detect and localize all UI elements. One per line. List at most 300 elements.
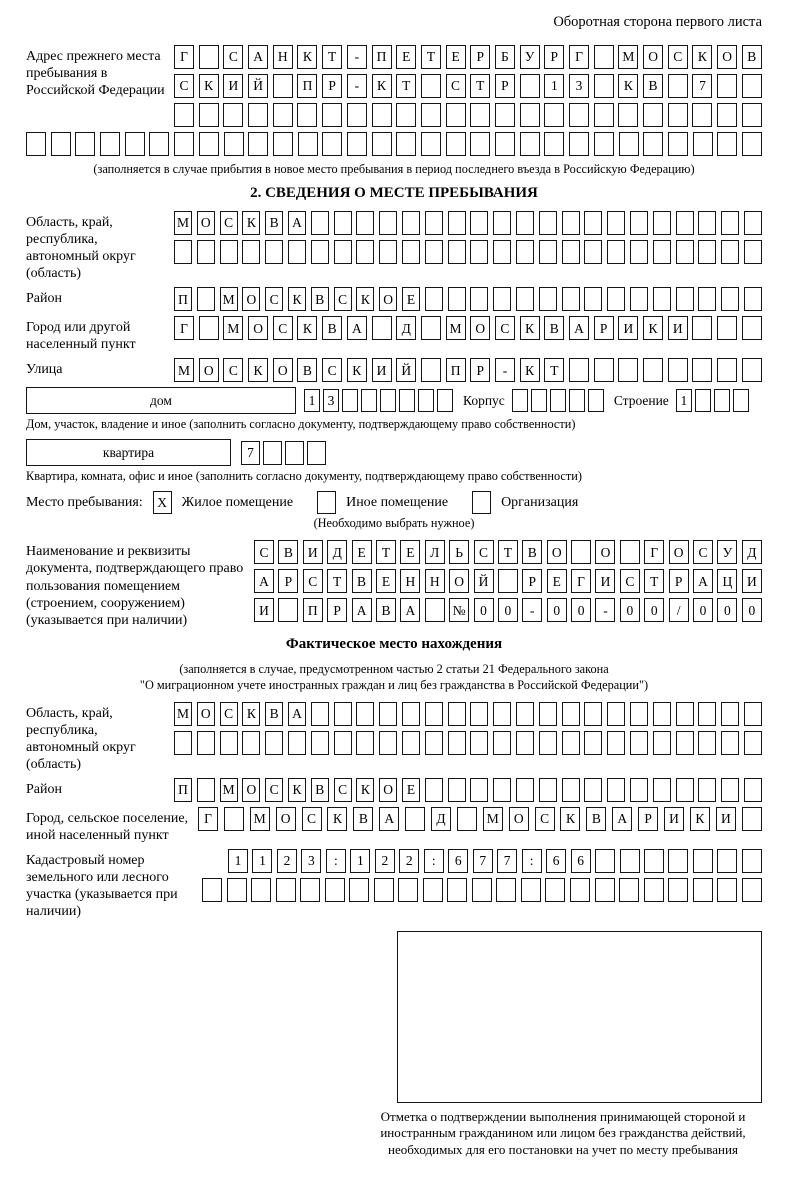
char-cell[interactable]: [402, 731, 420, 755]
char-cell[interactable]: [520, 74, 540, 98]
char-cell[interactable]: [698, 240, 716, 264]
char-cell[interactable]: [220, 240, 238, 264]
char-cell[interactable]: А: [288, 211, 306, 235]
char-cell[interactable]: [562, 778, 580, 802]
char-cell[interactable]: [692, 316, 712, 340]
char-cell[interactable]: [347, 132, 367, 156]
char-cell[interactable]: В: [297, 358, 317, 382]
char-cell[interactable]: [421, 74, 441, 98]
char-cell[interactable]: [398, 878, 418, 902]
char-cell[interactable]: С: [303, 569, 323, 593]
char-cell[interactable]: [100, 132, 120, 156]
char-cell[interactable]: [594, 132, 614, 156]
char-cell[interactable]: Р: [594, 316, 614, 340]
char-cell[interactable]: Г: [174, 316, 194, 340]
char-cell[interactable]: Б: [495, 45, 515, 69]
char-cell[interactable]: [448, 211, 466, 235]
char-cell[interactable]: Р: [669, 569, 689, 593]
char-cell[interactable]: [698, 211, 716, 235]
char-cell[interactable]: [446, 132, 466, 156]
char-cell[interactable]: [742, 132, 762, 156]
char-cell[interactable]: [569, 358, 589, 382]
char-cell[interactable]: [334, 240, 352, 264]
char-cell[interactable]: [618, 358, 638, 382]
char-cell[interactable]: [493, 240, 511, 264]
char-cell[interactable]: К: [618, 74, 638, 98]
char-cell[interactable]: -: [347, 45, 367, 69]
char-cell[interactable]: [498, 569, 518, 593]
char-cell[interactable]: С: [220, 702, 238, 726]
char-cell[interactable]: 1: [228, 849, 248, 873]
char-cell[interactable]: К: [643, 316, 663, 340]
char-cell[interactable]: [744, 731, 762, 755]
char-cell[interactable]: [562, 240, 580, 264]
char-cell[interactable]: [447, 878, 467, 902]
char-cell[interactable]: Т: [421, 45, 441, 69]
char-cell[interactable]: Г: [644, 540, 664, 564]
char-cell[interactable]: А: [379, 807, 399, 831]
char-cell[interactable]: [372, 103, 392, 127]
char-cell[interactable]: [311, 211, 329, 235]
char-cell[interactable]: О: [547, 540, 567, 564]
char-cell[interactable]: [744, 778, 762, 802]
char-cell[interactable]: 0: [693, 598, 713, 622]
char-cell[interactable]: 7: [692, 74, 712, 98]
char-cell[interactable]: С: [495, 316, 515, 340]
char-cell[interactable]: [584, 702, 602, 726]
char-cell[interactable]: [520, 103, 540, 127]
char-cell[interactable]: И: [664, 807, 684, 831]
char-cell[interactable]: Д: [327, 540, 347, 564]
char-cell[interactable]: С: [223, 358, 243, 382]
char-cell[interactable]: Е: [402, 778, 420, 802]
char-cell[interactable]: Й: [396, 358, 416, 382]
char-cell[interactable]: [425, 287, 443, 311]
char-cell[interactable]: 2: [399, 849, 419, 873]
char-cell[interactable]: [199, 45, 219, 69]
char-cell[interactable]: [676, 778, 694, 802]
char-cell[interactable]: [288, 240, 306, 264]
char-cell[interactable]: :: [424, 849, 444, 873]
char-cell[interactable]: С: [668, 45, 688, 69]
char-cell[interactable]: [545, 878, 565, 902]
char-cell[interactable]: О: [197, 211, 215, 235]
char-cell[interactable]: [342, 389, 358, 412]
char-cell[interactable]: [630, 778, 648, 802]
char-cell[interactable]: К: [288, 287, 306, 311]
char-cell[interactable]: [470, 287, 488, 311]
char-cell[interactable]: Р: [495, 74, 515, 98]
char-cell[interactable]: [493, 211, 511, 235]
char-cell[interactable]: С: [265, 287, 283, 311]
char-cell[interactable]: Р: [470, 358, 490, 382]
char-cell[interactable]: [721, 287, 739, 311]
char-cell[interactable]: П: [297, 74, 317, 98]
char-cell[interactable]: [584, 287, 602, 311]
char-cell[interactable]: М: [220, 287, 238, 311]
char-cell[interactable]: С: [334, 287, 352, 311]
char-cell[interactable]: [227, 878, 247, 902]
char-cell[interactable]: М: [446, 316, 466, 340]
checkbox-residential[interactable]: X: [153, 491, 172, 514]
char-cell[interactable]: [693, 849, 713, 873]
char-cell[interactable]: [448, 702, 466, 726]
char-cell[interactable]: [421, 358, 441, 382]
char-cell[interactable]: [584, 731, 602, 755]
char-cell[interactable]: 6: [571, 849, 591, 873]
char-cell[interactable]: [199, 103, 219, 127]
char-cell[interactable]: С: [174, 74, 194, 98]
char-cell[interactable]: [322, 132, 342, 156]
char-cell[interactable]: С: [223, 45, 243, 69]
char-cell[interactable]: [516, 240, 534, 264]
char-cell[interactable]: [402, 211, 420, 235]
char-cell[interactable]: [311, 702, 329, 726]
char-cell[interactable]: 7: [473, 849, 493, 873]
char-cell[interactable]: [721, 731, 739, 755]
char-cell[interactable]: [516, 287, 534, 311]
char-cell[interactable]: И: [223, 74, 243, 98]
char-cell[interactable]: 2: [277, 849, 297, 873]
char-cell[interactable]: М: [174, 211, 192, 235]
char-cell[interactable]: О: [449, 569, 469, 593]
char-cell[interactable]: [372, 132, 392, 156]
char-cell[interactable]: [744, 240, 762, 264]
char-cell[interactable]: А: [248, 45, 268, 69]
char-cell[interactable]: Е: [446, 45, 466, 69]
char-cell[interactable]: 0: [742, 598, 762, 622]
char-cell[interactable]: [742, 74, 762, 98]
char-cell[interactable]: [692, 103, 712, 127]
char-cell[interactable]: [470, 702, 488, 726]
char-cell[interactable]: [174, 103, 194, 127]
char-cell[interactable]: О: [509, 807, 529, 831]
char-cell[interactable]: 2: [375, 849, 395, 873]
char-cell[interactable]: [607, 287, 625, 311]
char-cell[interactable]: Д: [431, 807, 451, 831]
char-cell[interactable]: [224, 807, 244, 831]
char-cell[interactable]: [668, 103, 688, 127]
char-cell[interactable]: 0: [547, 598, 567, 622]
char-cell[interactable]: [425, 731, 443, 755]
char-cell[interactable]: К: [520, 358, 540, 382]
char-cell[interactable]: И: [618, 316, 638, 340]
char-cell[interactable]: Н: [425, 569, 445, 593]
char-cell[interactable]: [676, 731, 694, 755]
char-cell[interactable]: [334, 702, 352, 726]
char-cell[interactable]: [448, 287, 466, 311]
char-cell[interactable]: [618, 103, 638, 127]
char-cell[interactable]: [347, 103, 367, 127]
char-cell[interactable]: [334, 731, 352, 755]
char-cell[interactable]: О: [643, 45, 663, 69]
char-cell[interactable]: Р: [327, 598, 347, 622]
char-cell[interactable]: [676, 240, 694, 264]
char-cell[interactable]: В: [322, 316, 342, 340]
char-cell[interactable]: П: [174, 287, 192, 311]
char-cell[interactable]: [446, 103, 466, 127]
char-cell[interactable]: [668, 849, 688, 873]
char-cell[interactable]: [539, 211, 557, 235]
char-cell[interactable]: [717, 849, 737, 873]
char-cell[interactable]: [584, 211, 602, 235]
char-cell[interactable]: [421, 316, 441, 340]
char-cell[interactable]: [470, 103, 490, 127]
char-cell[interactable]: Е: [547, 569, 567, 593]
char-cell[interactable]: О: [242, 778, 260, 802]
char-cell[interactable]: [361, 389, 377, 412]
char-cell[interactable]: [594, 74, 614, 98]
char-cell[interactable]: [199, 316, 219, 340]
char-cell[interactable]: [717, 316, 737, 340]
char-cell[interactable]: [174, 240, 192, 264]
char-cell[interactable]: [742, 878, 762, 902]
char-cell[interactable]: [550, 389, 566, 412]
char-cell[interactable]: Г: [174, 45, 194, 69]
char-cell[interactable]: [630, 211, 648, 235]
char-cell[interactable]: В: [311, 778, 329, 802]
char-cell[interactable]: [265, 731, 283, 755]
char-cell[interactable]: М: [223, 316, 243, 340]
char-cell[interactable]: [742, 103, 762, 127]
char-cell[interactable]: [607, 211, 625, 235]
char-cell[interactable]: [300, 878, 320, 902]
char-cell[interactable]: [620, 849, 640, 873]
char-cell[interactable]: [372, 316, 392, 340]
char-cell[interactable]: И: [254, 598, 274, 622]
char-cell[interactable]: П: [174, 778, 192, 802]
char-cell[interactable]: [493, 778, 511, 802]
char-cell[interactable]: [721, 211, 739, 235]
char-cell[interactable]: [493, 731, 511, 755]
char-cell[interactable]: [311, 731, 329, 755]
char-cell[interactable]: [721, 778, 739, 802]
char-cell[interactable]: [742, 358, 762, 382]
char-cell[interactable]: 0: [474, 598, 494, 622]
char-cell[interactable]: К: [690, 807, 710, 831]
char-cell[interactable]: [448, 731, 466, 755]
char-cell[interactable]: [334, 211, 352, 235]
char-cell[interactable]: А: [693, 569, 713, 593]
char-cell[interactable]: Р: [638, 807, 658, 831]
char-cell[interactable]: О: [248, 316, 268, 340]
char-cell[interactable]: О: [273, 358, 293, 382]
char-cell[interactable]: [539, 731, 557, 755]
char-cell[interactable]: Р: [322, 74, 342, 98]
char-cell[interactable]: М: [483, 807, 503, 831]
char-cell[interactable]: [325, 878, 345, 902]
char-cell[interactable]: К: [356, 778, 374, 802]
char-cell[interactable]: В: [311, 287, 329, 311]
char-cell[interactable]: [595, 849, 615, 873]
char-cell[interactable]: [520, 132, 540, 156]
char-cell[interactable]: [521, 878, 541, 902]
char-cell[interactable]: [197, 240, 215, 264]
char-cell[interactable]: С: [302, 807, 322, 831]
char-cell[interactable]: М: [220, 778, 238, 802]
char-cell[interactable]: [374, 878, 394, 902]
char-cell[interactable]: [531, 389, 547, 412]
char-cell[interactable]: С: [620, 569, 640, 593]
char-cell[interactable]: [265, 240, 283, 264]
char-cell[interactable]: [273, 103, 293, 127]
char-cell[interactable]: Т: [470, 74, 490, 98]
char-cell[interactable]: У: [717, 540, 737, 564]
char-cell[interactable]: [202, 878, 222, 902]
char-cell[interactable]: И: [716, 807, 736, 831]
char-cell[interactable]: В: [265, 702, 283, 726]
char-cell[interactable]: /: [669, 598, 689, 622]
char-cell[interactable]: [744, 211, 762, 235]
char-cell[interactable]: [539, 778, 557, 802]
char-cell[interactable]: В: [643, 74, 663, 98]
char-cell[interactable]: 6: [546, 849, 566, 873]
char-cell[interactable]: [619, 878, 639, 902]
char-cell[interactable]: [405, 807, 425, 831]
char-cell[interactable]: [512, 389, 528, 412]
char-cell[interactable]: [620, 540, 640, 564]
char-cell[interactable]: [668, 132, 688, 156]
char-cell[interactable]: О: [470, 316, 490, 340]
char-cell[interactable]: [197, 731, 215, 755]
char-cell[interactable]: [149, 132, 169, 156]
char-cell[interactable]: В: [522, 540, 542, 564]
char-cell[interactable]: [643, 103, 663, 127]
char-cell[interactable]: В: [586, 807, 606, 831]
char-cell[interactable]: [569, 132, 589, 156]
char-cell[interactable]: М: [250, 807, 270, 831]
char-cell[interactable]: 3: [569, 74, 589, 98]
char-cell[interactable]: 1: [252, 849, 272, 873]
char-cell[interactable]: [421, 132, 441, 156]
char-cell[interactable]: [717, 878, 737, 902]
char-cell[interactable]: [742, 849, 762, 873]
char-cell[interactable]: П: [303, 598, 323, 622]
char-cell[interactable]: В: [376, 598, 396, 622]
char-cell[interactable]: [288, 731, 306, 755]
char-cell[interactable]: Н: [400, 569, 420, 593]
char-cell[interactable]: Т: [544, 358, 564, 382]
char-cell[interactable]: [470, 211, 488, 235]
char-cell[interactable]: [495, 132, 515, 156]
char-cell[interactable]: О: [199, 358, 219, 382]
char-cell[interactable]: [251, 878, 271, 902]
char-cell[interactable]: [668, 74, 688, 98]
char-cell[interactable]: А: [400, 598, 420, 622]
char-cell[interactable]: [197, 778, 215, 802]
char-cell[interactable]: К: [372, 74, 392, 98]
char-cell[interactable]: А: [254, 569, 274, 593]
char-cell[interactable]: [174, 132, 194, 156]
char-cell[interactable]: [448, 240, 466, 264]
char-cell[interactable]: М: [618, 45, 638, 69]
char-cell[interactable]: [539, 287, 557, 311]
char-cell[interactable]: [539, 702, 557, 726]
char-cell[interactable]: Р: [544, 45, 564, 69]
char-cell[interactable]: [619, 132, 639, 156]
char-cell[interactable]: В: [544, 316, 564, 340]
char-cell[interactable]: [653, 211, 671, 235]
char-cell[interactable]: У: [520, 45, 540, 69]
char-cell[interactable]: [539, 240, 557, 264]
char-cell[interactable]: К: [692, 45, 712, 69]
char-cell[interactable]: Е: [402, 287, 420, 311]
char-cell[interactable]: [356, 731, 374, 755]
char-cell[interactable]: [224, 132, 244, 156]
char-cell[interactable]: [307, 441, 326, 465]
char-cell[interactable]: [379, 702, 397, 726]
char-cell[interactable]: [278, 598, 298, 622]
char-cell[interactable]: [698, 287, 716, 311]
char-cell[interactable]: [418, 389, 434, 412]
char-cell[interactable]: В: [265, 211, 283, 235]
char-cell[interactable]: [693, 132, 713, 156]
char-cell[interactable]: [495, 103, 515, 127]
char-cell[interactable]: [425, 240, 443, 264]
char-cell[interactable]: [653, 778, 671, 802]
char-cell[interactable]: [516, 731, 534, 755]
char-cell[interactable]: [695, 389, 711, 412]
char-cell[interactable]: К: [297, 316, 317, 340]
char-cell[interactable]: И: [595, 569, 615, 593]
char-cell[interactable]: К: [297, 45, 317, 69]
char-cell[interactable]: [644, 849, 664, 873]
char-cell[interactable]: Г: [571, 569, 591, 593]
char-cell[interactable]: И: [372, 358, 392, 382]
char-cell[interactable]: К: [242, 211, 260, 235]
char-cell[interactable]: [125, 132, 145, 156]
char-cell[interactable]: Р: [470, 45, 490, 69]
char-cell[interactable]: -: [595, 598, 615, 622]
char-cell[interactable]: [322, 103, 342, 127]
char-cell[interactable]: В: [352, 569, 372, 593]
char-cell[interactable]: [297, 103, 317, 127]
char-cell[interactable]: [676, 211, 694, 235]
char-cell[interactable]: [607, 240, 625, 264]
apartment-field-box[interactable]: [26, 439, 231, 466]
char-cell[interactable]: Р: [278, 569, 298, 593]
char-cell[interactable]: Т: [644, 569, 664, 593]
char-cell[interactable]: [285, 441, 304, 465]
char-cell[interactable]: [569, 103, 589, 127]
char-cell[interactable]: 0: [717, 598, 737, 622]
char-cell[interactable]: 0: [620, 598, 640, 622]
char-cell[interactable]: [717, 358, 737, 382]
char-cell[interactable]: Р: [522, 569, 542, 593]
char-cell[interactable]: [571, 540, 591, 564]
char-cell[interactable]: [630, 702, 648, 726]
char-cell[interactable]: [717, 132, 737, 156]
char-cell[interactable]: С: [446, 74, 466, 98]
char-cell[interactable]: Й: [474, 569, 494, 593]
char-cell[interactable]: В: [353, 807, 373, 831]
char-cell[interactable]: [470, 731, 488, 755]
char-cell[interactable]: О: [379, 778, 397, 802]
char-cell[interactable]: [630, 240, 648, 264]
char-cell[interactable]: [276, 878, 296, 902]
char-cell[interactable]: П: [372, 45, 392, 69]
char-cell[interactable]: С: [535, 807, 555, 831]
char-cell[interactable]: №: [449, 598, 469, 622]
char-cell[interactable]: [425, 702, 443, 726]
char-cell[interactable]: 3: [301, 849, 321, 873]
char-cell[interactable]: Л: [425, 540, 445, 564]
char-cell[interactable]: -: [495, 358, 515, 382]
char-cell[interactable]: [717, 74, 737, 98]
char-cell[interactable]: [399, 389, 415, 412]
char-cell[interactable]: [197, 287, 215, 311]
char-cell[interactable]: [569, 389, 585, 412]
